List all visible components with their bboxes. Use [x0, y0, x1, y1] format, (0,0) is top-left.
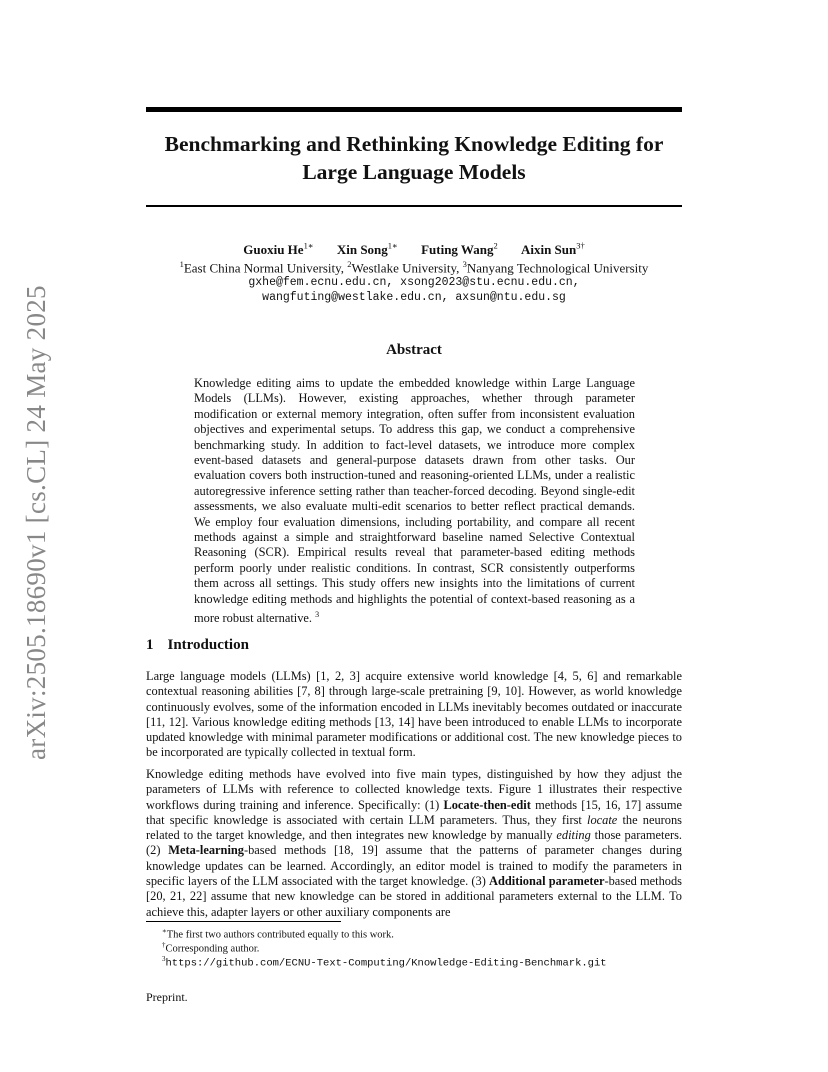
paper-title [146, 130, 682, 186]
author-emails [146, 275, 682, 305]
preprint-footer: Preprint. [146, 990, 188, 1004]
arxiv-identifier: arXiv:2505.18690v1 [cs.CL] 24 May 2025 [21, 285, 51, 760]
title-bottom-rule [146, 205, 682, 207]
footnote-1: ∗The first two authors contributed equally to this work. [162, 927, 394, 941]
title-line-1: Benchmarking and Rethinking Knowledge Editing for [164, 132, 664, 156]
footnote-rule [146, 921, 341, 922]
title-top-rule [146, 107, 682, 112]
footnote-2: †Corresponding author. [162, 941, 260, 955]
title-line-2: Large Language Models [302, 160, 526, 184]
repository-link[interactable]: https://github.com/ECNU-Text-Computing/Knowledge-Editing-Benchmark.git [165, 957, 607, 970]
author: Xin Song$^{1∗}$ [336, 241, 398, 258]
email-line-1: gxhe@fem.ecnu.edu.cn, xsong2023@stu.ecnu.edu.cn, [248, 276, 580, 289]
section-heading: 1 Introduction [146, 637, 249, 653]
author: Guoxiu $He^{1∗}$ [243, 241, 314, 258]
abstract-body: Knowledge editing aims to update the embedded knowledge within Large Language Models (LLMs). However, existing approaches, whether through parameter modification or external memory integration, often suffer from inconsistent evaluation objectives and experimental setups. To address this gap, we conduct a comprehensive benchmarking study. In addition to fact-level datasets, we introduce more complex event-based datasets and general-purpose datasets drawn from other tasks. Our evaluation covers both instruction-tuned and reasoning-oriented LLMs, under a realistic autoregressive inference setting rather than teacher-forced decoding. Beyond single-edit assessments, we also evaluate multi-edit scenarios to better reflect practical demands. We employ four evaluation dimensions, including portability, and compare all recent methods against a simple and straightforward baseline named Selective Contextual Reasoning (SCR). Empirical results reveal that parameter-based editing methods perform poorly under realistic conditions. In contrast, SCR consistently outperforms them across all settings. This study offers new insights into the limitations of current knowledge editing methods and highlights the potential of context-based reasoning as a more robust alternative. $^3$ [194, 376, 635, 626]
abstract-heading: Abstract [386, 342, 442, 358]
author: Futing Wang$^2$ [421, 241, 498, 258]
email-line-2: wangfuting@westlake.edu.cn, axsun@ntu.edu.sg [262, 291, 566, 304]
intro-paragraph-1: Large language models (LLMs) [1, 2, 3] acquire extensive world knowledge [4, 5, 6] and remarkable contextual reasoning abilities [7, 8] through large-scale pretraining [9, 10]. However, as world knowledge continuously evolves, some of the information encoded in LLMs inevitably becomes outdated or inaccurate [11, 12]. Various knowledge editing methods [13, 14] have been introduced to enable LLMs to incorporate updated knowledge with minimal parameter modifications or additional cost. The new knowledge pieces to be incorporated are typically collected in textual form. [146, 669, 682, 760]
author-list [146, 241, 682, 258]
affiliations: $^1$East China Normal University, $^2$Westlake University, $^3$Nanyang Technological University [179, 259, 649, 276]
footnote-mark: 3 [315, 610, 320, 620]
footnote-3: $^3$https://github.com/ECNU-Text-Computing/Knowledge-Editing-Benchmark.git [162, 955, 607, 970]
intro-paragraph-2: Knowledge editing methods have evolved into five main types, distinguished by how they adjust the parameters of LLMs with reference to collected knowledge texts. Figure 1 illustrates their respective workflows during training and inference. Specifically: (1) Locate-then-edit methods [15, 16, 17] assume that specific knowledge is associated with certain LLM parameters. Thus, they first locate the neurons related to the target knowledge, and then integrates new knowledge by manually editing those parameters. (2) Meta-learning-based methods [18, 19] assume that the patterns of parameter changes during knowledge updates can be learned. Accordingly, an editor model is trained to modify the parameters in specific layers of the LLM associated with the target knowledge. (3) Additional parameter-based methods [20, 21, 22] assume that new knowledge can be stored in additional parameters external to the LLM. To achieve this, adapter layers or other auxiliary components are [146, 767, 683, 919]
author: Aixin Sun$^{3\dagger}$ [520, 241, 585, 258]
